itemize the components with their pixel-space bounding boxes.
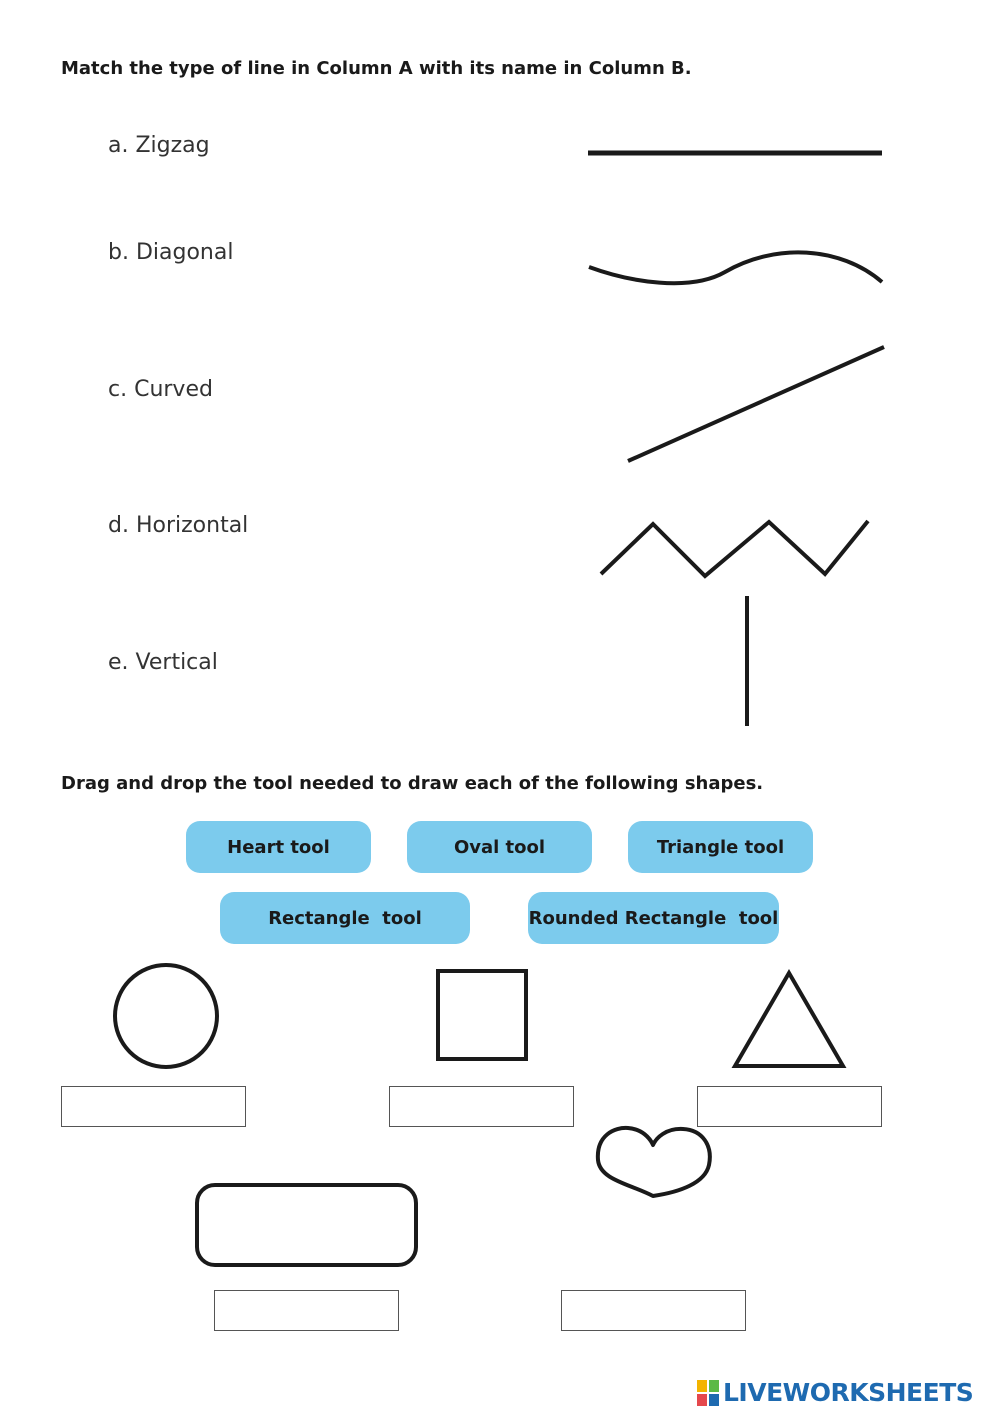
brand-text: LIVEWORKSHEETS (723, 1378, 974, 1407)
rectangle-tool-tile[interactable]: Rectangle tool (220, 892, 470, 944)
triangle-tool-tile[interactable]: Triangle tool (628, 821, 813, 873)
circle-icon (115, 965, 217, 1067)
rounded-rectangle-icon (197, 1185, 416, 1265)
item-horizontal: d. Horizontal (108, 513, 249, 538)
heart-icon (598, 1128, 710, 1196)
drop-box-triangle[interactable] (697, 1086, 882, 1127)
drop-box-heart[interactable] (561, 1290, 746, 1331)
diagonal-line-icon (628, 347, 884, 461)
square-icon (438, 971, 526, 1059)
item-zigzag: a. Zigzag (108, 133, 210, 158)
curved-line-icon (589, 252, 882, 283)
match-instruction: Match the type of line in Column A with its name in Column B. (61, 58, 692, 79)
drop-box-square[interactable] (389, 1086, 574, 1127)
drag-drop-instruction: Drag and drop the tool needed to draw each of the following shapes. (61, 773, 764, 794)
rounded-rectangle-tool-tile[interactable]: Rounded Rectangle tool (528, 892, 779, 944)
drop-box-circle[interactable] (61, 1086, 246, 1127)
triangle-icon (735, 973, 843, 1066)
liveworksheets-logo-icon (696, 1379, 720, 1407)
heart-tool-tile[interactable]: Heart tool (186, 821, 371, 873)
item-curved: c. Curved (108, 377, 213, 402)
drop-box-rounded-rectangle[interactable] (214, 1290, 399, 1331)
zigzag-line-icon (601, 521, 868, 576)
oval-tool-tile[interactable]: Oval tool (407, 821, 592, 873)
item-diagonal: b. Diagonal (108, 240, 234, 265)
brand-logo (696, 1378, 973, 1407)
item-vertical: e. Vertical (108, 650, 218, 675)
